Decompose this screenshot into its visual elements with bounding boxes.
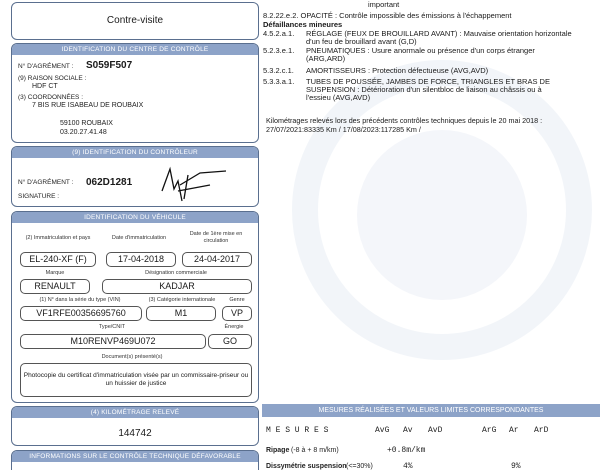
energie-label: Énergie: [224, 324, 244, 330]
defect-3-line-1: AMORTISSEURS : Protection défectueuse (AVG,AVD): [306, 66, 489, 75]
docs-line-1: Photocopie du certificat d'immatriculation visée par un commissaire-priseur ou: [23, 372, 249, 379]
defect-1-line-1: RÉGLAGE (FEUX DE BROUILLARD AVANT) : Mauvaise orientation horizontale: [306, 29, 572, 38]
controleur-heading: (9) IDENTIFICATION DU CONTRÔLEUR: [12, 147, 258, 158]
defect-3-code: 5.3.2.c.1.: [263, 66, 294, 75]
defect-4-line-3: l'essieu (AVG,AVD): [306, 93, 371, 102]
address-line-1: 7 BIS RUE ISABEAU DE ROUBAIX: [32, 102, 144, 109]
dissymetrie-ar: 9%: [511, 462, 521, 470]
km-history-line-2: 27/07/2021:83335 Km / 17/08/2023:117285 Km /: [266, 125, 421, 134]
col-avg: AvG: [375, 426, 390, 435]
centre-phone: 03.20.27.41.48: [60, 129, 107, 136]
defect-4-code: 5.3.3.a.1.: [263, 77, 295, 86]
energie-field: GO: [208, 334, 252, 349]
dissymetrie-av: 4%: [403, 462, 413, 470]
vin-label: (1) N° dans la série du type (VIN): [39, 297, 121, 303]
genre-label: Genre: [229, 297, 245, 303]
title-box: [11, 2, 259, 40]
controleur-agrement-value: 062D1281: [86, 177, 133, 188]
col-av: Av: [403, 426, 413, 435]
raison-sociale-label: (9) RAISON SOCIALE :: [18, 75, 87, 82]
date-immat-label: Date d'immatriculation: [111, 235, 167, 241]
controleur-box: [11, 146, 259, 207]
defect-4-line-1: TUBES DE POUSSÉE, JAMBES DE FORCE, TRIANGLES ET BRAS DE: [306, 77, 550, 86]
defect-opacite: 8.2.22.e.2. OPACITÉ : Contrôle impossible des émissions à l'échappement: [263, 11, 512, 20]
date-circ-label-text: Date de 1ère mise en circulation: [189, 231, 243, 244]
col-ar: Ar: [509, 426, 519, 435]
defect-2-line-1: PNEUMATIQUES : Usure anormale ou présence d'un corps étranger: [306, 46, 535, 55]
marque-label: Marque: [45, 270, 65, 276]
mesures-col-label: M E S U R E S: [266, 426, 329, 435]
designation-label: Désignation commerciale: [145, 270, 207, 276]
type-label: Type/CNIT: [98, 324, 126, 330]
dissymetrie-limit: (<=30%): [346, 463, 373, 470]
ripage-label: Ripage: [266, 447, 290, 454]
defect-top-word: important: [368, 0, 400, 9]
address-line-2: 59100 ROUBAIX: [60, 120, 113, 127]
defect-2-code: 5.2.3.e.1.: [263, 46, 295, 55]
date-immat-field: 17-04-2018: [106, 252, 176, 267]
defect-2-line-2: (ARG,ARD): [306, 54, 346, 63]
ripage-value: +0.8m/km: [387, 446, 426, 455]
kilometrage-heading: (4) KILOMÉTRAGE RELEVÉ: [12, 407, 258, 418]
col-ard: ArD: [534, 426, 549, 435]
date-circ-label: [180, 231, 252, 244]
bottom-box: [11, 450, 259, 470]
docs-label: Document(s) présenté(s): [101, 354, 163, 360]
bottom-heading: INFORMATIONS SUR LE CONTRÔLE TECHNIQUE DÉFAVORABLE: [12, 451, 258, 462]
immat-label: (2) Immatriculation et pays: [25, 235, 91, 241]
signature-label: SIGNATURE :: [18, 193, 60, 200]
centre-agrement-label: N° D'AGRÉMENT :: [18, 63, 74, 70]
mesures-heading: MESURES RÉALISÉES ET VALEURS LIMITES CORRESPONDANTES: [262, 404, 600, 417]
km-history-line-1: Kilométrages relevés lors des précédents contrôles techniques depuis le 20 mai 2018 :: [266, 116, 543, 125]
controleur-agrement-label: N° D'AGRÉMENT :: [18, 179, 74, 186]
coordonnees-label: (3) COORDONNÉES :: [18, 94, 84, 101]
defect-4-line-2: SUSPENSION : Détérioration d'un silentbloc de liaison au châssis ou à: [306, 85, 542, 94]
raison-sociale-value: HDF CT: [32, 83, 58, 90]
categorie-label: (3) Catégorie internationale: [148, 297, 216, 303]
col-avd: AvD: [428, 426, 443, 435]
dissymetrie-label: Dissymétrie suspension: [266, 463, 347, 470]
categorie-field: M1: [146, 306, 216, 321]
left-column: [0, 0, 262, 470]
ripage-limit: (-8 à + 8 m/km): [291, 447, 339, 454]
designation-field: KADJAR: [102, 279, 252, 294]
defaillances-mineures-heading: Défaillances mineures: [263, 20, 343, 29]
marque-field: RENAULT: [20, 279, 90, 294]
centre-box: [11, 43, 259, 143]
vin-field: VF1RFE00356695760: [20, 306, 142, 321]
immat-field: EL-240-XF (F): [20, 252, 96, 267]
watermark-disc: [357, 130, 527, 300]
defect-1-line-2: d'un feu de brouillard avant (G,D): [306, 37, 417, 46]
vehicule-heading: IDENTIFICATION DU VÉHICULE: [12, 212, 258, 223]
kilometrage-value: 144742: [118, 428, 152, 439]
type-field: M10RENVP469U072: [20, 334, 206, 349]
kilometrage-box: [11, 406, 259, 446]
centre-heading: IDENTIFICATION DU CENTRE DE CONTRÔLE: [12, 44, 258, 55]
docs-field: [20, 363, 252, 397]
right-column: [262, 0, 600, 470]
col-arg: ArG: [482, 426, 497, 435]
vehicule-box: [11, 211, 259, 403]
docs-line-2: un huissier de justice: [105, 380, 167, 387]
date-circ-field: 24-04-2017: [182, 252, 252, 267]
page-title: Contre-visite: [106, 15, 164, 26]
centre-agrement-value: S059F507: [86, 60, 133, 71]
defect-1-code: 4.5.2.a.1.: [263, 29, 295, 38]
signature-image: [140, 161, 230, 205]
genre-field: VP: [222, 306, 252, 321]
